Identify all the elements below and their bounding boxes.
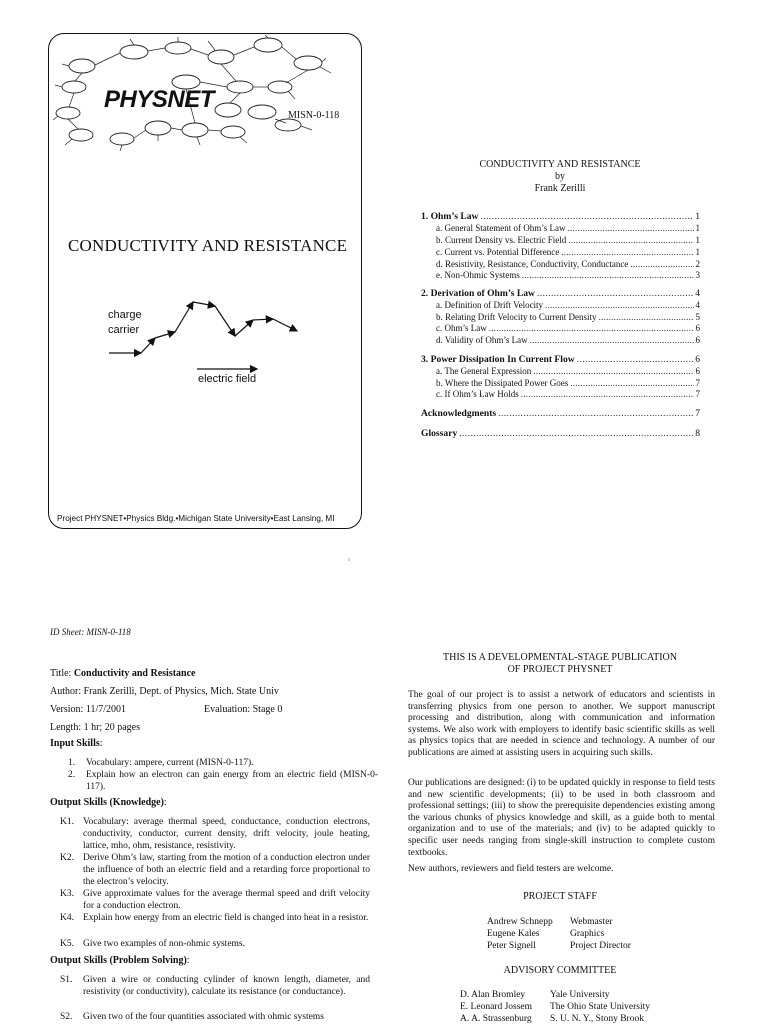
toc-label: c. Ohm’s Law (436, 323, 487, 333)
toc-page: 3 (695, 270, 700, 280)
toc-label: e. Non-Ohmic Systems (436, 270, 520, 280)
toc-row (421, 428, 700, 439)
toc-leader-dots (489, 323, 694, 334)
skill-number: K1. (60, 817, 74, 827)
toc-leader-dots (480, 211, 693, 222)
id-title-value: Conductivity and Resistance (73, 668, 196, 679)
toc-row (436, 366, 700, 377)
toc-page: 8 (695, 428, 700, 439)
physnet-logo: PHYSNET (104, 86, 214, 113)
electric-field-label: electric field (198, 373, 257, 385)
toc-row (436, 389, 700, 400)
id-author: Author: Frank Zerilli, Dept. of Physics, Mich. State Univ (50, 686, 279, 697)
cover-footer: Project PHYSNET•Physics Bldg.•Michigan State University•East Lansing, MI (57, 514, 335, 523)
design-paragraph: Our publications are designed: (i) to be updated quickly in response to field tests and new scientific developments; (ii) to be used in both classroom and professional settings; (iii) to show the prerequisite dependencies existing among the various chunks of physics knowledge and skill, as a guide both to mental organization and to use of the materials; and (iv) to be adapted quickly to specific user needs ranging from single-skill instruction to complete custom textbooks. (408, 778, 715, 858)
toc-page: 6 (695, 366, 700, 376)
toc-row (436, 378, 700, 389)
charge-label-line1: charge (108, 309, 142, 321)
toc-label: a. General Statement of Ohm’s Law (436, 223, 566, 233)
advisory-name: A. A. Strassenburg (460, 1014, 532, 1024)
toc-row (436, 323, 700, 334)
staff-role: Webmaster (570, 917, 613, 927)
toc-label: b. Relating Drift Velocity to Current Density (436, 312, 597, 322)
toc-leader-dots (567, 223, 693, 234)
id-title-line (50, 668, 196, 679)
toc-label: b. Current Density vs. Electric Field (436, 235, 567, 245)
toc-leader-dots (568, 235, 693, 246)
toc-page: 4 (695, 300, 700, 310)
output-problem-heading: Output Skills (Problem Solving): (50, 955, 190, 966)
toc-leader-dots (530, 335, 694, 346)
skill-number: K4. (60, 913, 74, 923)
toc-row (436, 335, 700, 346)
toc-row (436, 223, 700, 234)
toc-row (421, 288, 700, 299)
input-skills-heading-text: Input Skills (50, 738, 100, 749)
toc-author: Frank Zerilli (534, 183, 586, 194)
toc-row (421, 408, 700, 419)
toc-label: 1. Ohm’s Law (421, 211, 479, 222)
toc-row (436, 247, 700, 258)
skill-text: Vocabulary: ampere, current (MISN-0-117). (86, 758, 254, 768)
toc-page: 4 (695, 288, 700, 299)
cover-title: CONDUCTIVITY AND RESISTANCE (68, 236, 348, 255)
skill-number: S2. (60, 1012, 73, 1022)
toc-page: 5 (695, 312, 700, 322)
staff-role: Graphics (570, 929, 605, 939)
toc-row (436, 300, 700, 311)
skill-text: Derive Ohm’s law, starting from the motion of a conduction electron under the influence of both an electric field and a retarding force proportional to the electron’s velocity. (83, 853, 370, 887)
advisory-org: The Ohio State University (550, 1002, 650, 1012)
advisory-org: S. U. N. Y., Stony Brook (550, 1014, 644, 1024)
charge-label-line2: carrier (108, 324, 140, 336)
toc-leader-dots (522, 270, 694, 281)
toc-label: Acknowledgments (421, 408, 497, 419)
toc-label: a. The General Expression (436, 366, 532, 376)
toc-leader-dots (599, 312, 694, 323)
toc-page: 1 (695, 223, 700, 233)
toc-page: 1 (695, 235, 700, 245)
output-problem-heading-text: Output Skills (Problem Solving) (50, 955, 187, 966)
staff-name: Eugene Kales (487, 929, 540, 939)
toc-leader-dots (459, 428, 693, 439)
skill-number: 1. (68, 758, 76, 768)
toc-label: c. If Ohm’s Law Holds (436, 389, 519, 399)
skill-text: Given a wire or conducting cylinder of known length, diameter, and resistivity (or conductivity), calculate its resistance (or conductance). (83, 975, 370, 997)
toc-leader-dots (570, 378, 693, 389)
output-knowledge-heading-text: Output Skills (Knowledge) (50, 797, 164, 808)
staff-role: Project Director (570, 941, 631, 951)
skill-number: K3. (60, 889, 74, 899)
toc-label: a. Definition of Drift Velocity (436, 300, 544, 310)
toc-row (421, 211, 700, 222)
toc-page: 7 (695, 408, 700, 419)
welcome-paragraph: New authors, reviewers and field testers are welcome. (408, 864, 614, 874)
misn-code: MISN-0-118 (288, 110, 340, 121)
skill-text: Explain how an electron can gain energy from an electric field (MISN-0-117). (86, 770, 378, 792)
toc-leader-dots (577, 354, 694, 365)
toc-page: 6 (695, 335, 700, 345)
toc-page: 1 (695, 247, 700, 257)
skill-number: 2. (68, 770, 76, 780)
id-version: Version: 11/7/2001 (50, 704, 127, 715)
skill-text: Given two of the four quantities associated with ohmic systems (83, 1012, 324, 1022)
dev-stage-heading (410, 652, 710, 676)
skill-number: S1. (60, 975, 73, 985)
toc-leader-dots (533, 366, 693, 377)
staff-name: Andrew Schnepp (487, 917, 553, 927)
advisory-name: D. Alan Bromley (460, 990, 526, 1000)
id-length: Length: 1 hr; 20 pages (50, 722, 140, 733)
skill-text: Give two examples of non-ohmic systems. (83, 939, 246, 949)
toc-leader-dots (630, 259, 693, 270)
input-skills-heading: Input Skills: (50, 738, 103, 749)
skill-text: Explain how energy from an electric field is changed into heat in a resistor. (83, 913, 369, 923)
toc-label: Glossary (421, 428, 458, 439)
toc-row (436, 235, 700, 246)
toc-row (436, 259, 700, 270)
advisory-heading: ADVISORY COMMITTEE (503, 965, 617, 976)
dev-heading-line2: OF PROJECT PHYSNET (507, 664, 613, 675)
toc-page: 2 (695, 259, 700, 269)
toc-page: 6 (695, 354, 700, 365)
toc-leader-dots (521, 389, 694, 400)
dev-heading-line1: THIS IS A DEVELOPMENTAL-STAGE PUBLICATION (443, 652, 677, 663)
toc-leader-dots (561, 247, 693, 258)
skill-text: Give approximate values for the average thermal speed and drift velocity for a conduction electron. (83, 889, 370, 911)
toc-label: d. Validity of Ohm’s Law (436, 335, 528, 345)
toc-leader-dots (498, 408, 693, 419)
advisory-org: Yale University (550, 990, 610, 1000)
toc-title: CONDUCTIVITY AND RESISTANCE (479, 159, 641, 170)
id-title-label: Title: (50, 668, 74, 679)
toc-page: 1 (695, 211, 700, 222)
toc-label: 2. Derivation of Ohm’s Law (421, 288, 535, 299)
toc-row (421, 354, 700, 365)
skill-number: K5. (60, 939, 74, 949)
id-sheet-header: ID Sheet: MISN-0-118 (50, 627, 131, 637)
toc-by: by (555, 171, 565, 182)
advisory-name: E. Leonard Jossem (460, 1002, 533, 1012)
toc-label: c. Current vs. Potential Difference (436, 247, 560, 257)
toc-label: 3. Power Dissipation In Current Flow (421, 354, 575, 365)
output-knowledge-heading: Output Skills (Knowledge): (50, 797, 167, 808)
toc-row (436, 312, 700, 323)
id-evaluation: Evaluation: Stage 0 (204, 704, 283, 715)
toc-page: 7 (695, 389, 700, 399)
toc-page: 7 (695, 378, 700, 388)
toc-label: b. Where the Dissipated Power Goes (436, 378, 569, 388)
toc-row (436, 270, 700, 281)
toc-label: d. Resistivity, Resistance, Conductivity, Conductance (436, 259, 629, 269)
toc-leader-dots (545, 300, 693, 311)
toc-page: 6 (695, 323, 700, 333)
goal-paragraph: The goal of our project is to assist a network of educators and scientists in transferring physics from one person to another. We support manuscript processing and distribution, along with communication and information systems. We also work with employers to identify basic scientific skills as well as physics topics that are needed in science and technology. A number of our publications are aimed at assisting users in acquiring such skills. (408, 690, 715, 758)
page-number: 1 (348, 557, 350, 562)
staff-name: Peter Signell (487, 941, 536, 951)
toc-header (410, 159, 710, 195)
skill-number: K2. (60, 853, 74, 863)
project-staff-heading: PROJECT STAFF (523, 891, 597, 902)
skill-text: Vocabulary: average thermal speed, conductance, conduction electrons, conductivity, conductor, current density, drift velocity, joule heating, lattice, mho, ohm, resistance, resistivity. (83, 817, 370, 851)
toc-leader-dots (537, 288, 693, 299)
